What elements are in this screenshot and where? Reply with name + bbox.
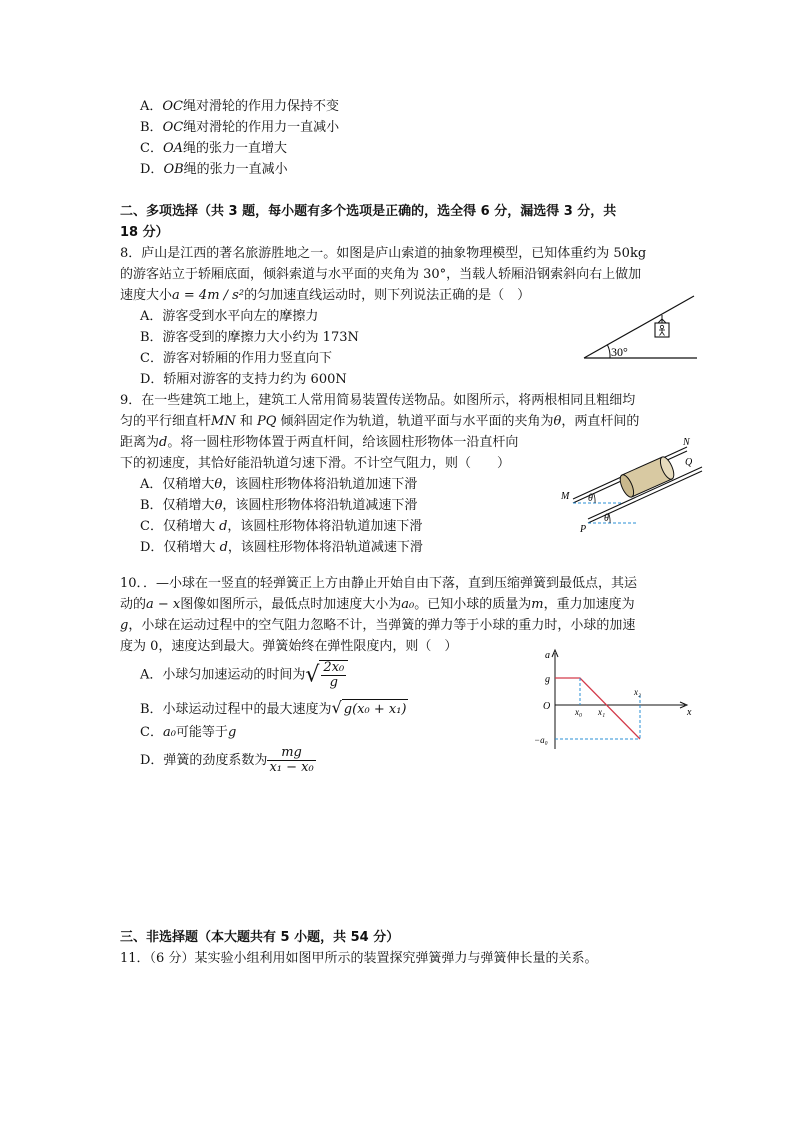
q9-option-d: D．仅稍增大 d，该圆柱形物体将沿轨道减速下滑 bbox=[140, 540, 423, 555]
q9-option-a: A．仅稍增大θ，该圆柱形物体将沿轨道加速下滑 bbox=[140, 477, 418, 492]
q10-label-x: x bbox=[687, 707, 692, 718]
q8-incline-figure bbox=[580, 290, 700, 366]
q10-stem-line1: 10．．—小球在一竖直的轻弹簧正上方由静止开始自由下落，直到压缩弹簧到最低点，其运 bbox=[120, 576, 638, 591]
q9-stem-line1: 9．在一些建筑工地上，建筑工人常用简易装置传送物品。如图所示，将两根相同且粗细均 bbox=[120, 393, 636, 408]
q10-label-a: a bbox=[545, 650, 550, 661]
section2-title-line2: 18 分） bbox=[120, 225, 169, 240]
q10-option-b: B．小球运动过程中的最大速度为√ g(x₀ + x₁) bbox=[140, 698, 408, 720]
q10-a-x-graph bbox=[530, 645, 700, 755]
q8-stem-line1: 8．庐山是江西的著名旅游胜地之一。如图是庐山索道的抽象物理模型，已知体重约为 50kg bbox=[120, 246, 647, 261]
q10-label-x2: x₂ bbox=[634, 687, 642, 697]
q8-option-c: C．游客对轿厢的作用力竖直向下 bbox=[140, 351, 332, 366]
q8-cable-car-icon bbox=[655, 315, 669, 337]
q10-label-x0: x₀ bbox=[575, 707, 583, 717]
q7-option-a: A．OC绳对滑轮的作用力保持不变 bbox=[140, 99, 340, 114]
q9-stem-line3: 距离为d。将一圆柱形物体置于两直杆间，给该圆柱形物体一沿直杆向 bbox=[120, 435, 519, 450]
q10-option-d: D．弹簧的劲度系数为 $\frac{mg}{\text{x₁ − x₀}}$ bbox=[140, 745, 314, 775]
q8-option-d: D．轿厢对游客的支持力约为 600N bbox=[140, 372, 347, 387]
q8-cable-line bbox=[584, 296, 694, 358]
q9-option-b: B．仅稍增大θ，该圆柱形物体将沿轨道减速下滑 bbox=[140, 498, 418, 513]
q10-label-neg-a0: −a₀ bbox=[534, 735, 548, 745]
q9-label-theta-1: θ bbox=[588, 493, 593, 504]
q9-label-m: M bbox=[561, 491, 570, 502]
q8-angle-label: 30° bbox=[611, 345, 628, 359]
q9-option-c: C．仅稍增大 d，该圆柱形物体将沿轨道加速下滑 bbox=[140, 519, 423, 534]
q9-rails-figure bbox=[555, 435, 705, 535]
q10-stem-line4: 度为 0，速度达到最大。弹簧始终在弹性限度内，则（ ） bbox=[120, 639, 458, 654]
q9-label-n: N bbox=[683, 437, 690, 448]
q9-stem-line4: 下的初速度，其恰好能沿轨道匀速下滑。不计空气阻力，则（ ） bbox=[120, 456, 511, 471]
section2-title-line1: 二、多项选择（共 3 题，每小题有多个选项是正确的，选全得 6 分，漏选得 3 分，共 bbox=[120, 204, 617, 219]
section3-title: 三、非选择题（本大题共有 5 小题，共 54 分） bbox=[120, 930, 400, 945]
q7-option-b: B．OC绳对滑轮的作用力一直减小 bbox=[140, 120, 340, 135]
q8-option-a: A．游客受到水平向左的摩擦力 bbox=[140, 309, 319, 324]
q8-angle-arc bbox=[608, 345, 611, 358]
q11-stem: 11．（6 分）某实验小组利用如图甲所示的装置探究弹簧弹力与弹簧伸长量的关系。 bbox=[120, 951, 598, 966]
q7-option-d: D．OB绳的张力一直减小 bbox=[140, 162, 288, 177]
q7-option-c: C．OA绳的张力一直增大 bbox=[140, 141, 288, 156]
q10-option-c: C．a₀可能等于g bbox=[140, 725, 237, 740]
q10-label-o: O bbox=[543, 701, 551, 712]
q9-label-p: P bbox=[580, 524, 587, 535]
q10-option-a: A．小球匀加速运动的时间为√ $\frac{\text{2x₀}}{g}$ bbox=[140, 660, 348, 690]
q8-option-b: B．游客受到的摩擦力大小约为 173N bbox=[140, 330, 359, 345]
q8-stem-line2: 的游客站立于轿厢底面，倾斜索道与水平面的夹角为 30°，当载人轿厢沿钢索斜向右上做加 bbox=[120, 267, 642, 282]
q8-acceleration: a = 4m / s² bbox=[172, 288, 245, 303]
q10-stem-line3: g，小球在运动过程中的空气阻力忽略不计，当弹簧的弹力等于小球的重力时，小球的加速 bbox=[120, 618, 636, 633]
q10-stem-line2: 动的a − x图像如图所示，最低点时加速度大小为a₀。已知小球的质量为m，重力加速度为 bbox=[120, 597, 635, 612]
q10-label-x1: x₁ bbox=[598, 707, 606, 717]
q8-stem-line3: 速度大小a = 4m / s²的匀加速直线运动时，则下列说法正确的是（ ） bbox=[120, 288, 531, 303]
q9-stem-line2: 匀的平行细直杆MN 和 PQ 倾斜固定作为轨道，轨道平面与水平面的夹角为θ，两直杆间的 bbox=[120, 414, 640, 429]
q9-label-q: Q bbox=[685, 457, 693, 468]
q10-label-g: g bbox=[545, 674, 550, 685]
q9-label-theta-2: θ bbox=[604, 513, 609, 524]
